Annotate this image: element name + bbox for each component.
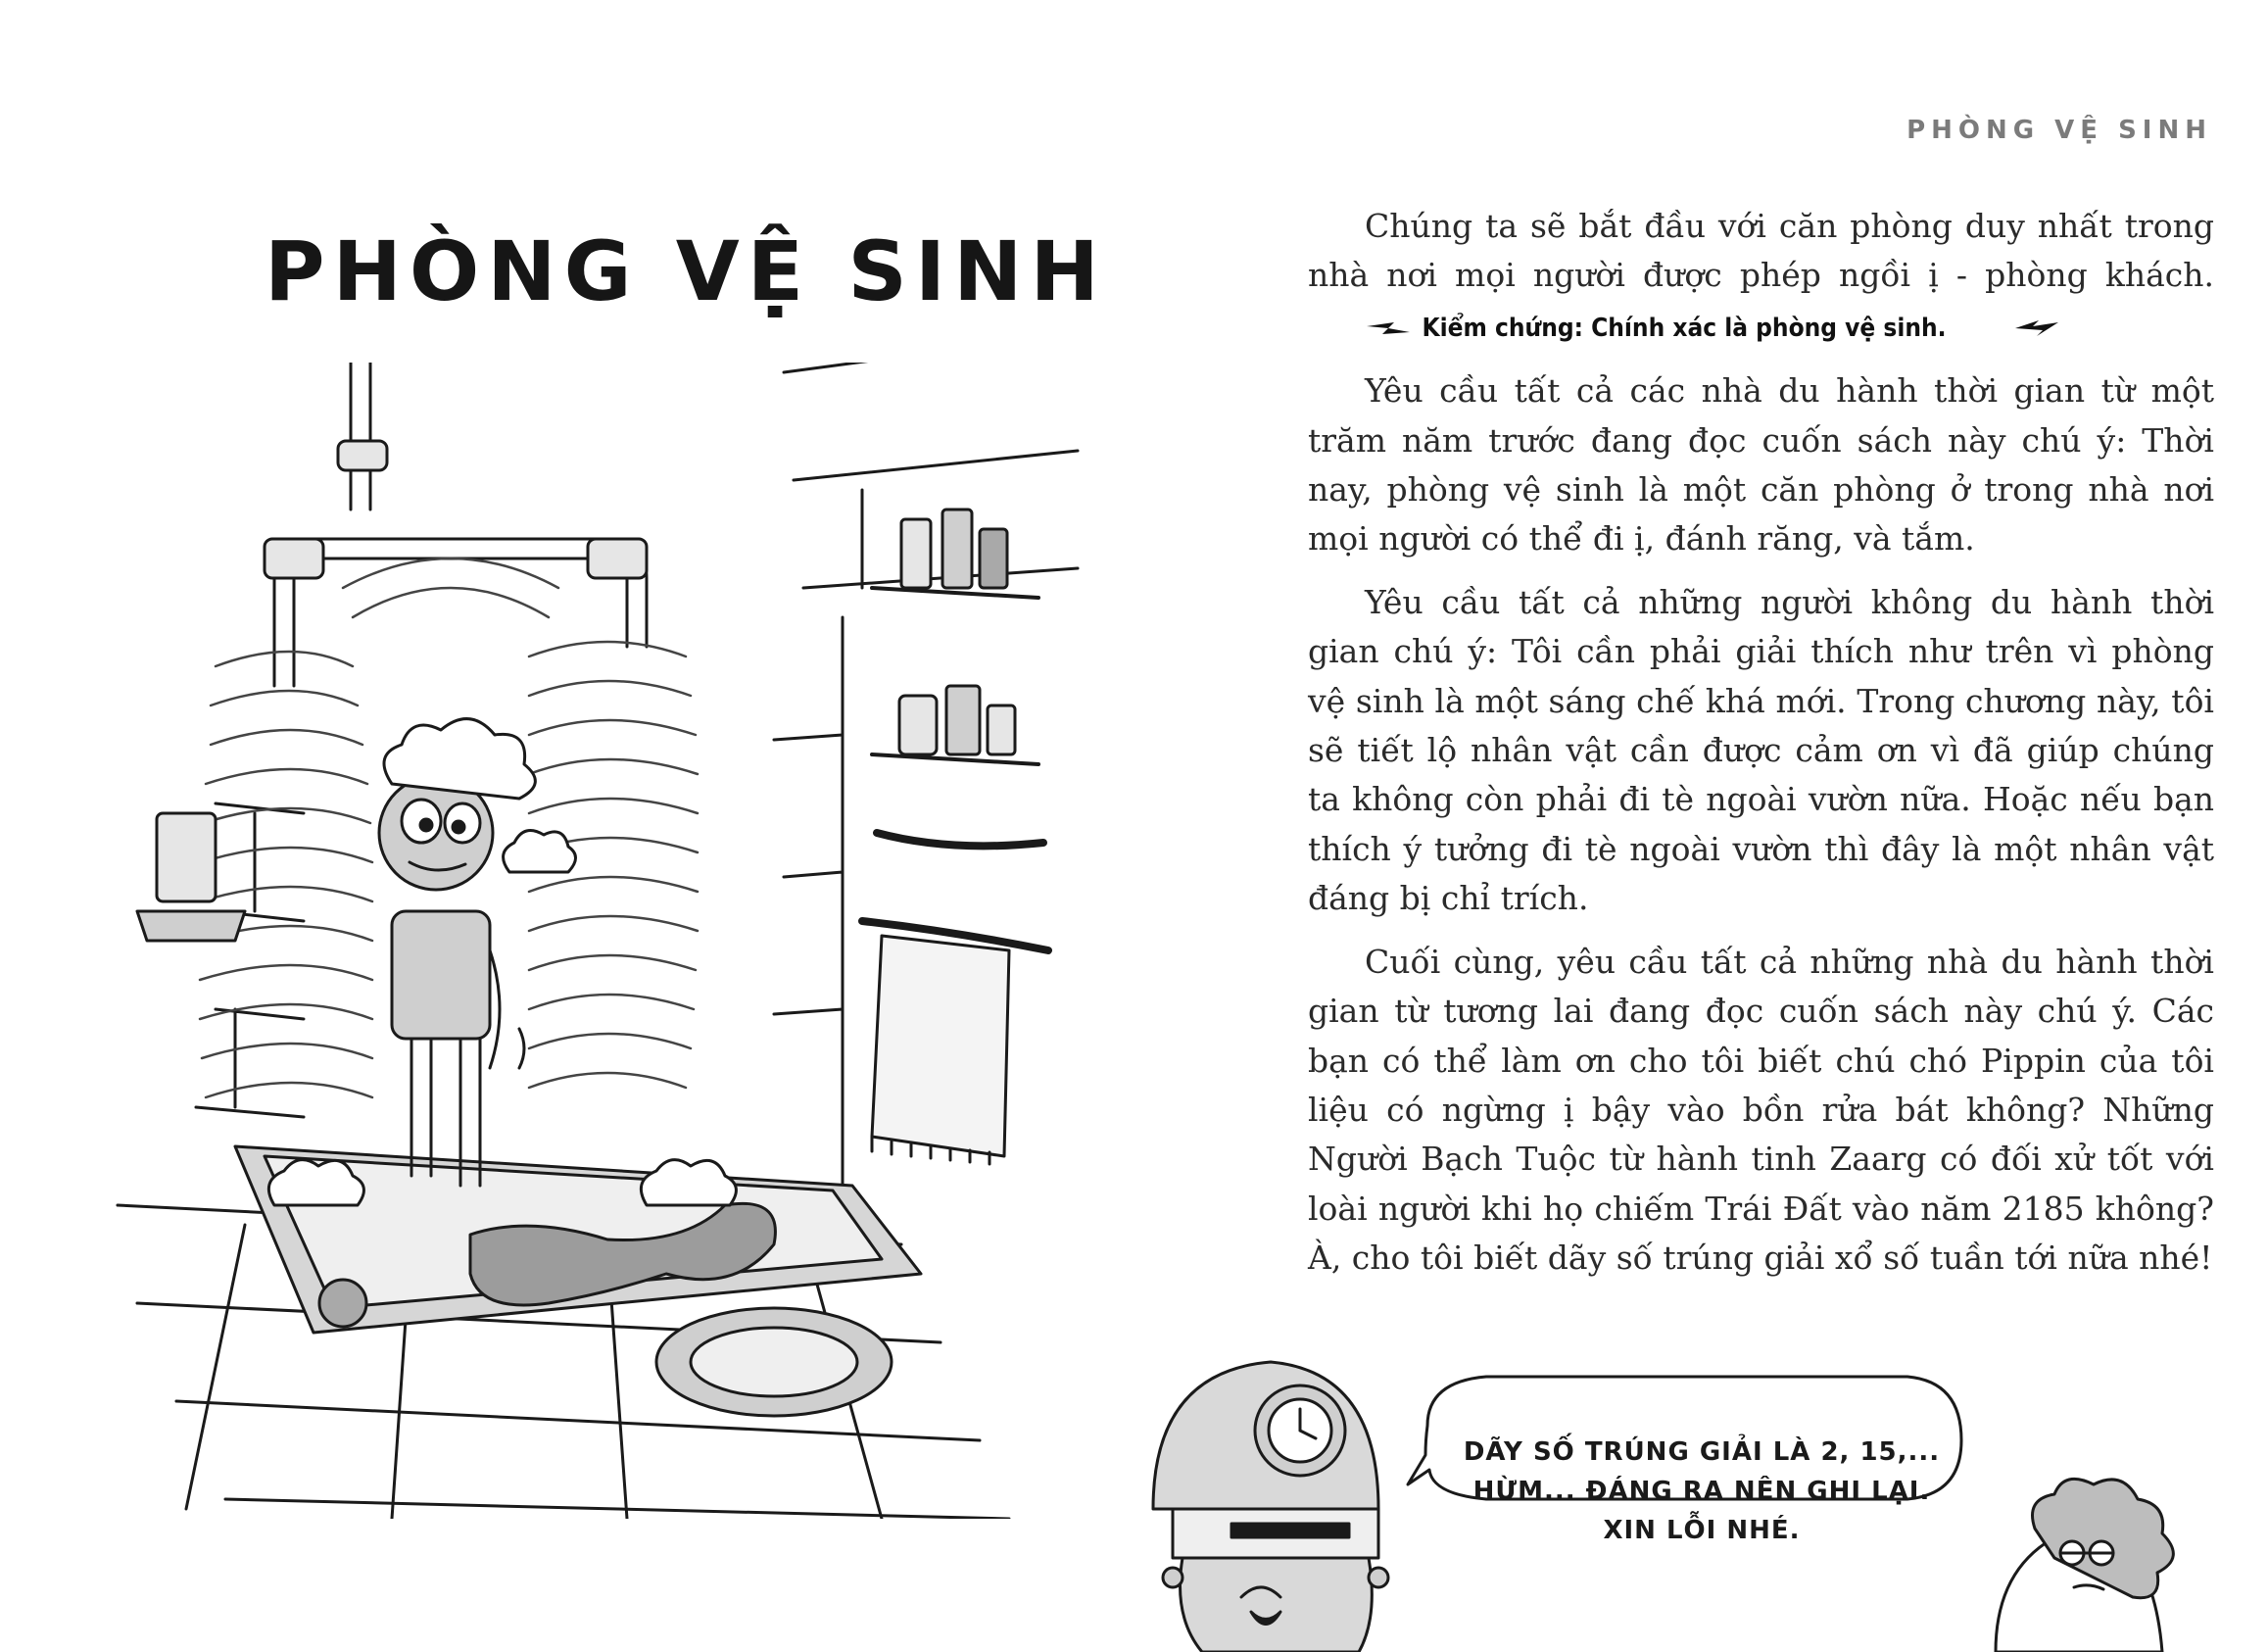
- paragraph-2: Yêu cầu tất cả các nhà du hành thời gian từ một trăm năm trước đang đọc cuốn sách này chú ý: Thời nay, phòng vệ sinh là một căn phòng ở trong nhà nơi mọi người có thể đi ị, đánh răng, và tắm.: [1308, 371, 2214, 559]
- time-traveler-helmet-icon: [1153, 1362, 1388, 1652]
- paragraph-3: Yêu cầu tất cả những người không du hành thời gian chú ý: Tôi cần phải giải thích như trên vì phòng vệ sinh là một sáng chế khá mới. Trong chương này, tôi sẽ tiết lộ nhân vật cần được cảm ơn vì đã giúp chúng ta không còn phải đi tè ngoài vườn nữa. Hoặc nếu bạn thích ý tưởng đi tè ngoài vườn thì đây là một nhân vật đáng bị chỉ trích.: [1308, 582, 2214, 918]
- lightning-bolt-icon: [1308, 303, 1412, 352]
- running-head: PHÒNG VỆ SINH: [1906, 116, 2212, 145]
- speech-bubble-text: [1427, 1433, 1976, 1550]
- body-text: [1308, 202, 2214, 1297]
- fact-check-note: Kiểm chứng: Chính xác là phòng vệ sinh.: [1422, 313, 1947, 343]
- lightning-bolt-icon: [1956, 303, 2060, 352]
- curly-haired-character-icon: [1996, 1479, 2173, 1652]
- speech-line-2: HỪM... ĐÁNG RA NÊN GHI LẠI.: [1472, 1477, 1931, 1506]
- right-page: [1134, 0, 2268, 1652]
- speech-bubble: [1427, 1403, 1976, 1550]
- speech-line-1: DÃY SỐ TRÚNG GIẢI LÀ 2, 15,...: [1463, 1437, 1941, 1467]
- chapter-title: PHÒNG VỆ SINH: [265, 223, 1107, 319]
- paragraph-1-text: Chúng ta sẽ bắt đầu với căn phòng duy nhất trong nhà nơi mọi người được phép ngồi ị - phòng khách.: [1308, 207, 2214, 295]
- paragraph-4: Cuối cùng, yêu cầu tất cả những nhà du hành thời gian từ tương lai đang đọc cuốn sách này chú ý. Các bạn có thể làm ơn cho tôi biết chú chó Pippin của tôi liệu có ngừng ị bậy vào bồn rửa bát không? Những Người Bạch Tuộc từ hành tinh Zaarg có đối xử tốt với loài người khi họ chiếm Trái Đất vào năm 2185 không? À, cho tôi biết dãy số trúng giải xổ số tuần tới nữa nhé!: [1308, 942, 2214, 1278]
- paragraph-1: [1308, 202, 2214, 353]
- robot-shower-illustration-icon: [98, 363, 1097, 1519]
- speech-line-3: XIN LỖI NHÉ.: [1603, 1516, 1801, 1545]
